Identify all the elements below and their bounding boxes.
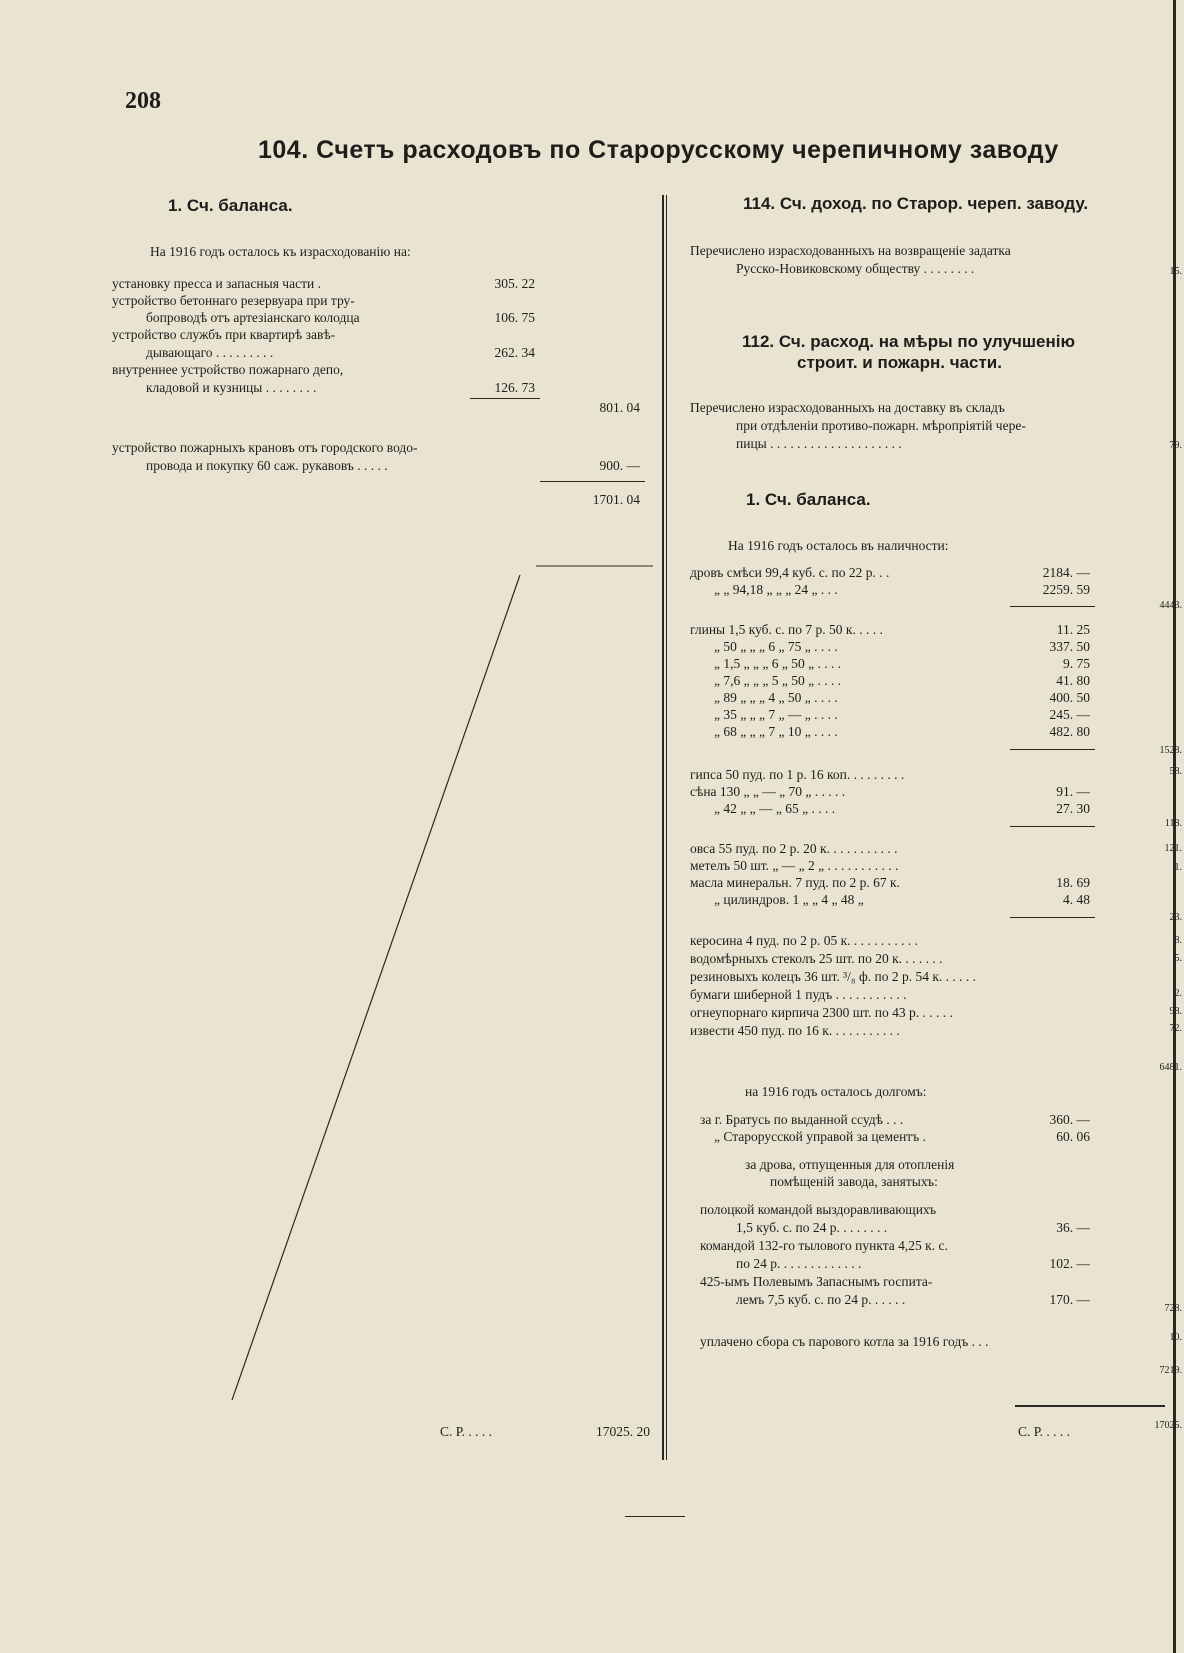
right-amount: 360. — <box>1049 1112 1090 1127</box>
right-amount: 36. — <box>1056 1220 1090 1235</box>
right-line: „ 68 „ „ „ 7 „ 10 „ . . . . <box>714 724 838 739</box>
margin-number: 6481. <box>1159 1062 1182 1073</box>
right-line: „ „ 94,18 „ „ „ 24 „ . . . <box>714 582 838 597</box>
right-line: „ 42 „ „ — „ 65 „ . . . . <box>714 801 836 816</box>
margin-number: 15. <box>1169 266 1182 277</box>
right-line: резиновыхъ колецъ 36 шт. ³/₈ ф. по 2 р. 54 к. . . . . . <box>690 969 977 984</box>
right-line: керосина 4 пуд. по 2 р. 05 к. . . . . . . . . . . <box>690 933 919 948</box>
right-line: 1,5 куб. с. по 24 р. . . . . . . . <box>736 1220 888 1235</box>
right-line: „ 1,5 „ „ „ 6 „ 50 „ . . . . <box>714 656 842 671</box>
right-amount: 91. — <box>1056 784 1090 799</box>
right-amount: 4. 48 <box>1063 892 1090 907</box>
left-amount: 126. 73 <box>494 380 535 395</box>
right-amount: 2259. 59 <box>1042 582 1090 597</box>
right-para1-line: Перечислено израсходованныхъ на возвращеніе задатка <box>690 243 1011 258</box>
right-para2-line: Перечислено израсходованныхъ на доставку въ складъ <box>690 400 1005 415</box>
right-line: масла минеральн. 7 пуд. по 2 р. 67 к. <box>690 875 900 890</box>
right-amount: 400. 50 <box>1049 690 1090 705</box>
right-line: дровъ смѣси 99,4 куб. с. по 22 р. . . <box>690 565 890 580</box>
left-line: внутреннее устройство пожарнаго депо, <box>112 362 344 377</box>
right-amount: 2184. — <box>1042 565 1090 580</box>
margin-number: 2. <box>1174 988 1182 999</box>
right-rule <box>1010 917 1095 918</box>
margin-number: 98. <box>1169 1006 1182 1017</box>
right-line: лемъ 7,5 куб. с. по 24 р. . . . . . <box>736 1292 906 1307</box>
margin-number: 17025. <box>1154 1420 1182 1431</box>
margin-number: 58. <box>1169 766 1182 777</box>
left-subheading: На 1916 годъ осталось къ израсходованію на: <box>150 244 411 259</box>
right-line: сѣна 130 „ „ — „ 70 „ . . . . . <box>690 784 846 799</box>
right-amount: 170. — <box>1049 1292 1090 1307</box>
right-line: командой 132-го тылового пункта 4,25 к. с. <box>700 1238 948 1253</box>
right-heading-112: 112. Сч. расход. на мѣры по улучшенію <box>742 332 1075 351</box>
right-amount: 102. — <box>1049 1256 1090 1271</box>
right-line: 425-ымъ Полевымъ Запаснымъ госпита- <box>700 1274 933 1289</box>
right-line: метелъ 50 шт. „ — „ 2 „ . . . . . . . . . . . <box>690 858 899 873</box>
left-amount: 305. 22 <box>494 276 535 291</box>
bottom-rule <box>625 1516 685 1517</box>
margin-number: 1528. <box>1159 745 1182 756</box>
right-para1-line: Русско-Новиковскому обществу . . . . . . . . <box>736 261 975 276</box>
left-subtotal: 801. 04 <box>599 400 640 415</box>
right-line: овса 55 пуд. по 2 р. 20 к. . . . . . . . . . . <box>690 841 898 856</box>
margin-number: 8. <box>1174 935 1182 946</box>
page-number: 208 <box>125 88 161 114</box>
margin-number: 728. <box>1164 1303 1182 1314</box>
left-line: бопроводѣ отъ артезіанскаго колодца <box>146 310 360 325</box>
right-line: за г. Братусь по выданной ссудѣ . . . <box>700 1112 904 1127</box>
left-amount: 262. 34 <box>494 345 535 360</box>
right-amount: 337. 50 <box>1049 639 1090 654</box>
left-footer-amount: 17025. 20 <box>596 1424 650 1439</box>
right-line: „ 89 „ „ „ 4 „ 50 „ . . . . <box>714 690 838 705</box>
right-line: гипса 50 пуд. по 1 р. 16 коп. . . . . . . . . <box>690 767 905 782</box>
right-line: огнеупорнаго кирпича 2300 шт. по 43 р. . . . . . <box>690 1005 953 1020</box>
left-heading: 1. Сч. баланса. <box>168 196 293 215</box>
left-line: кладовой и кузницы . . . . . . . . <box>146 380 317 395</box>
right-line: „ цилиндров. 1 „ „ 4 „ 48 „ <box>714 892 864 907</box>
right-line: глины 1,5 куб. с. по 7 р. 50 к. . . . . <box>690 622 883 637</box>
right-line: „ 50 „ „ „ 6 „ 75 „ . . . . <box>714 639 838 654</box>
margin-number: 118. <box>1164 818 1182 829</box>
right-amount: 9. 75 <box>1063 656 1090 671</box>
left-line: дывающаго . . . . . . . . . <box>146 345 274 360</box>
right-line: „ Старорусской управой за цементъ . <box>714 1129 926 1144</box>
left-line: провода и покупку 60 саж. рукавовъ . . . . . <box>146 458 388 473</box>
right-amount: 11. 25 <box>1056 622 1090 637</box>
right-last-line: уплачено сбора съ парового котла за 1916 годъ . . . <box>700 1334 989 1349</box>
right-line: полоцкой командой выздоравливающихъ <box>700 1202 937 1217</box>
right-line: извести 450 пуд. по 16 к. . . . . . . . . . . <box>690 1023 900 1038</box>
right-amount: 27. 30 <box>1056 801 1090 816</box>
margin-number: 1. <box>1174 862 1182 873</box>
right-rule <box>1010 606 1095 607</box>
left-amount: 106. 75 <box>494 310 535 325</box>
left-amount: 900. — <box>599 458 640 473</box>
right-line: „ 35 „ „ „ 7 „ — „ . . . . <box>714 707 838 722</box>
right-line: по 24 р. . . . . . . . . . . . . <box>736 1256 862 1271</box>
left-line: устройство бетоннаго резервуара при тру- <box>112 293 355 308</box>
margin-number: 72. <box>1169 1023 1182 1034</box>
right-para2-line: пицы . . . . . . . . . . . . . . . . . . . . <box>736 436 902 451</box>
right-heading-balance: 1. Сч. баланса. <box>746 490 871 509</box>
left-footer-label: С. Р. . . . . <box>440 1424 492 1439</box>
right-amount: 41. 80 <box>1056 673 1090 688</box>
right-line: водомѣрныхъ стеколъ 25 шт. по 20 к. . . . . . . <box>690 951 943 966</box>
right-footer-rule <box>1015 1405 1165 1407</box>
right-sub-firewood: помѣщеній завода, занятыхъ: <box>770 1174 938 1189</box>
right-subheading-debt: на 1916 годъ осталось долгомъ: <box>745 1084 927 1099</box>
left-total: 1701. 04 <box>592 492 640 507</box>
margin-number: 4443. <box>1159 600 1182 611</box>
margin-number: 10. <box>1169 1332 1182 1343</box>
right-sub-firewood: за дрова, отпущенныя для отопленія <box>745 1157 955 1172</box>
margin-number: 5. <box>1174 953 1182 964</box>
margin-number: 7219. <box>1159 1365 1182 1376</box>
right-amount: 60. 06 <box>1056 1129 1090 1144</box>
left-line: устройство службъ при квартирѣ завѣ- <box>112 327 336 342</box>
right-line: бумаги шиберной 1 пудъ . . . . . . . . . . . <box>690 987 907 1002</box>
right-footer-label: С. Р. . . . . <box>1018 1424 1070 1439</box>
left-line: установку пресса и запасныя части . <box>112 276 321 291</box>
right-para2-line: при отдѣленіи противо-пожарн. мѣропріятій чере- <box>736 418 1026 433</box>
right-heading-114: 114. Сч. доход. по Старор. череп. заводу. <box>743 194 1089 213</box>
page-title: 104. Счетъ расходовъ по Старорусскому черепичному заводу <box>258 136 1059 164</box>
margin-number: 23. <box>1169 912 1182 923</box>
right-amount: 18. 69 <box>1056 875 1090 890</box>
margin-number: 121. <box>1164 843 1182 854</box>
margin-number: 79. <box>1169 440 1182 451</box>
right-subheading: На 1916 годъ осталось въ наличности: <box>728 538 949 553</box>
right-rule <box>1010 749 1095 750</box>
right-line: „ 7,6 „ „ „ 5 „ 50 „ . . . . <box>714 673 842 688</box>
right-heading-112: строит. и пожарн. части. <box>797 353 1002 372</box>
right-rule <box>1010 826 1095 827</box>
right-amount: 245. — <box>1049 707 1090 722</box>
left-line: устройство пожарныхъ крановъ отъ городского водо- <box>112 440 418 455</box>
right-amount: 482. 80 <box>1049 724 1090 739</box>
